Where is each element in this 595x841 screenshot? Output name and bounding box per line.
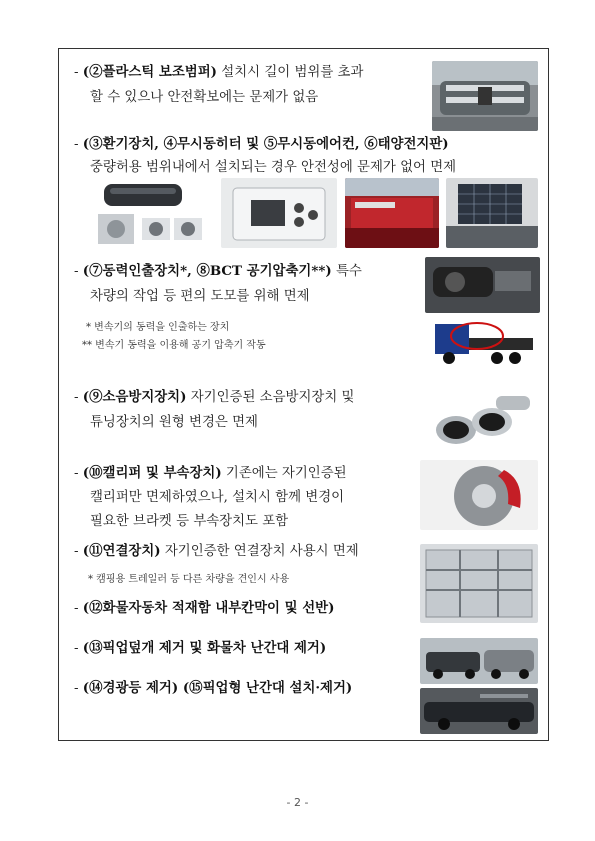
vent-photo: [94, 178, 212, 248]
bumper-photo: [432, 61, 538, 131]
bct-truck-photo: [425, 314, 540, 370]
pto-note-2: ** 변속기 동력을 이용해 공기 압축기 작동: [82, 340, 266, 351]
item-coupling: [74, 539, 359, 564]
item-heading: (⑭경광등 제거) (⑮픽업형 난간대 설치·제거): [82, 680, 353, 696]
item-text: 기존에는 자기인증된: [221, 466, 347, 481]
item-ventilation: [74, 132, 449, 157]
pickup-cover-photo: [420, 638, 538, 684]
heater-photo: [221, 178, 337, 248]
item-text: 특수: [331, 264, 362, 279]
item-caliper-line3: 필요한 브라켓 등 부속장치도 포함: [90, 514, 289, 529]
item-lamp: [74, 676, 352, 701]
dash: -: [74, 65, 83, 80]
dash: -: [74, 601, 83, 616]
pickup-rail-photo: [420, 688, 538, 734]
item-text: 자기인증한 연결장치 사용시 면제: [160, 544, 359, 559]
item-caliper-line2: 캘리퍼만 면제하였으나, 설치시 함께 변경이: [90, 490, 345, 505]
item-heading: (⑪연결장치): [82, 543, 161, 559]
cargo-shelf-photo: [420, 544, 538, 623]
item-cargo: [74, 596, 334, 621]
item-muffler: [74, 385, 354, 410]
item-heading: (⑦동력인출장치*, ⑧BCT 공기압축기**): [82, 263, 332, 279]
solar-panel-photo: [446, 178, 538, 248]
item-pickup: [74, 636, 326, 661]
dash: -: [74, 137, 83, 152]
pto-note-1: * 변속기의 동력을 인출하는 장치: [86, 322, 230, 333]
item-heading: (⑨소음방지장치): [82, 389, 187, 405]
caliper-photo: [420, 460, 538, 530]
item-pto: [74, 259, 362, 284]
dash: -: [74, 681, 83, 696]
item-caliper: [74, 461, 347, 486]
aircon-photo: [345, 178, 439, 248]
item-pto-line2: 차량의 작업 등 편의 도모를 위해 면제: [90, 289, 310, 304]
item-ventilation-line2: 중량허용 범위내에서 설치되는 경우 안전성에 문제가 없어 면제: [90, 160, 457, 175]
muffler-photo: [420, 382, 538, 452]
dash: -: [74, 264, 83, 279]
item-plastic-bumper-line2: 할 수 있으나 안전확보에는 문제가 없음: [90, 90, 319, 105]
item-plastic-bumper: [74, 60, 363, 85]
item-text: 설치시 길이 범위를 초과: [217, 65, 364, 80]
item-heading: (⑩캘리퍼 및 부속장치): [82, 465, 222, 481]
page-number: - 2 -: [286, 796, 309, 809]
item-heading: (②플라스틱 보조범퍼): [82, 64, 217, 80]
dash: -: [74, 390, 83, 405]
item-heading: (⑫화물자동차 적재함 내부칸막이 및 선반): [82, 600, 335, 616]
dash: -: [74, 544, 83, 559]
coupling-note: * 캠핑용 트레일러 등 다른 차량을 견인시 사용: [88, 574, 290, 585]
dash: -: [74, 641, 83, 656]
item-text: 자기인증된 소음방지장치 및: [186, 390, 355, 405]
item-muffler-line2: 튜닝장치의 원형 변경은 면제: [90, 415, 258, 430]
item-heading: (⑬픽업덮개 제거 및 화물차 난간대 제거): [82, 640, 327, 656]
dash: -: [74, 466, 83, 481]
item-heading: (③환기장치, ④무시동히터 및 ⑤무시동에어컨, ⑥태양전지판): [82, 136, 449, 152]
pto-photo: [425, 257, 540, 313]
